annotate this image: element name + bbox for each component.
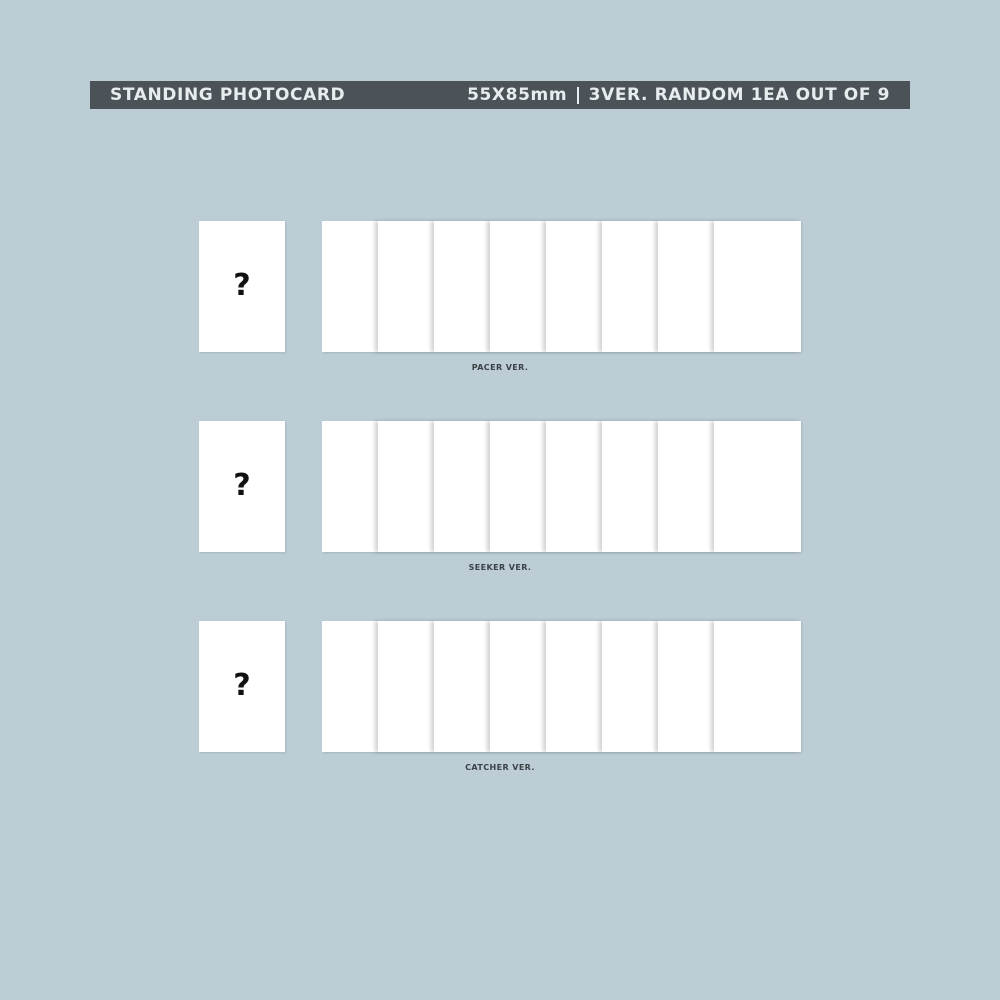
strip-card (546, 621, 602, 752)
card-strip (322, 221, 801, 352)
header-spec-group (467, 85, 890, 105)
header-title: STANDING PHOTOCARD (110, 85, 346, 105)
version-row-pacer (0, 221, 1000, 381)
strip-card (322, 621, 378, 752)
card-strip (322, 421, 801, 552)
strip-card (658, 221, 714, 352)
header-spec: 3VER. RANDOM 1EA OUT OF 9 (588, 85, 890, 105)
strip-card (658, 421, 714, 552)
random-card (199, 221, 285, 352)
version-label: CATCHER VER. (465, 763, 535, 772)
strip-card (378, 421, 434, 552)
question-mark-icon: ? (233, 467, 251, 503)
random-card (199, 421, 285, 552)
version-label: SEEKER VER. (468, 563, 532, 572)
strip-card (714, 621, 801, 752)
strip-card (434, 221, 490, 352)
strip-card (658, 621, 714, 752)
strip-card (546, 221, 602, 352)
version-label: PACER VER. (471, 363, 529, 372)
strip-card (546, 421, 602, 552)
strip-card (602, 421, 658, 552)
version-row-catcher (0, 621, 1000, 781)
question-mark-icon: ? (233, 267, 251, 303)
strip-card (378, 621, 434, 752)
strip-card (322, 221, 378, 352)
strip-card (490, 621, 546, 752)
card-size (467, 85, 567, 105)
card-size-unit: mm (530, 85, 568, 105)
strip-card (714, 421, 801, 552)
version-row-seeker (0, 421, 1000, 581)
strip-card (434, 621, 490, 752)
strip-card (602, 621, 658, 752)
strip-card (490, 421, 546, 552)
header-divider (577, 87, 579, 104)
header-bar (90, 81, 910, 109)
question-mark-icon: ? (233, 667, 251, 703)
strip-card (714, 221, 801, 352)
strip-card (322, 421, 378, 552)
strip-card (602, 221, 658, 352)
card-size-value: 55X85 (467, 85, 531, 105)
strip-card (490, 221, 546, 352)
strip-card (378, 221, 434, 352)
card-strip (322, 621, 801, 752)
strip-card (434, 421, 490, 552)
random-card (199, 621, 285, 752)
